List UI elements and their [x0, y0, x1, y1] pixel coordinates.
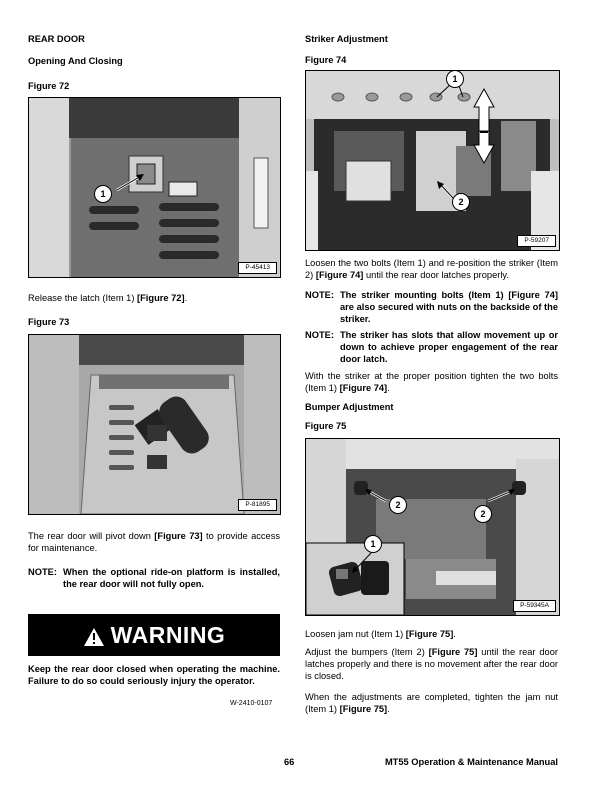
- page-number: 66: [284, 757, 295, 767]
- figure-72-callout-1: 1: [94, 185, 112, 203]
- figure-75-callout-2-right: 2: [474, 505, 492, 523]
- warning-triangle-icon: [83, 627, 105, 647]
- figure-73-photo: [28, 334, 281, 515]
- figure-74-callout-1: 1: [446, 70, 464, 88]
- section-title: REAR DOOR: [28, 34, 85, 44]
- figure-74-photo: [305, 70, 560, 251]
- warning-banner: [28, 614, 280, 656]
- warning-title: WARNING: [110, 622, 226, 648]
- note-ride-on-platform: NOTE: When the optional ride-on platform is installed, the rear door will not fully open.: [28, 567, 280, 589]
- paragraph-loosen-jam-nut: Loosen jam nut (Item 1) [Figure 75].: [305, 629, 456, 639]
- warning-code: W-2410-0107: [230, 700, 273, 707]
- figure-75-label: Figure 75: [305, 421, 347, 431]
- subsection-title: Opening And Closing: [28, 56, 123, 66]
- paragraph-tighten-bolts: With the striker at the proper position tighten the two bolts (Item 1) [Figure 74].: [305, 371, 558, 393]
- figure-75-callout-1: 1: [364, 535, 382, 553]
- figure-73-label: Figure 73: [28, 317, 70, 327]
- striker-adjustment-title: Striker Adjustment: [305, 34, 388, 44]
- figure-74-label: Figure 74: [305, 55, 347, 65]
- bumper-adjustment-title: Bumper Adjustment: [305, 402, 394, 412]
- paragraph-rear-door-pivot: The rear door will pivot down [Figure 73] to provide access for maintenance.: [28, 531, 280, 553]
- figure-74-callout-2: 2: [452, 193, 470, 211]
- figure-72-label: Figure 72: [28, 81, 70, 91]
- paragraph-adjust-bumpers: Adjust the bumpers (Item 2) [Figure 75] until the rear door latches properly and there is no movement after the rear door is closed.: [305, 647, 558, 681]
- paragraph-loosen-bolts: Loosen the two bolts (Item 1) and re-position the striker (Item 2) [Figure 74] until the rear door latches properly.: [305, 258, 558, 280]
- figure-74-code: P-59207: [517, 235, 556, 247]
- figure-75-callout-2-left: 2: [389, 496, 407, 514]
- figure-72-code: P-45413: [238, 262, 277, 274]
- figure-72-photo: [28, 97, 281, 278]
- paragraph-release-latch: Release the latch (Item 1) [Figure 72].: [28, 293, 188, 303]
- note-striker-bolts: NOTE: The striker mounting bolts (Item 1) [Figure 74] are also secured with nuts on the backside of the striker.: [305, 290, 558, 324]
- figure-75-code: P-59345A: [513, 600, 556, 612]
- figure-73-code: P-81895: [238, 499, 277, 511]
- figure-75-photo: [305, 438, 560, 616]
- warning-text: Keep the rear door closed when operating the machine. Failure to do so could seriously injury the operator.: [28, 664, 280, 686]
- manual-title: MT55 Operation & Maintenance Manual: [384, 757, 558, 767]
- paragraph-adjustments-completed: When the adjustments are completed, tighten the jam nut (Item 1) [Figure 75].: [305, 692, 558, 714]
- note-striker-slots: NOTE: The striker has slots that allow movement up or down to achieve proper engagement of the rear door latch.: [305, 330, 558, 364]
